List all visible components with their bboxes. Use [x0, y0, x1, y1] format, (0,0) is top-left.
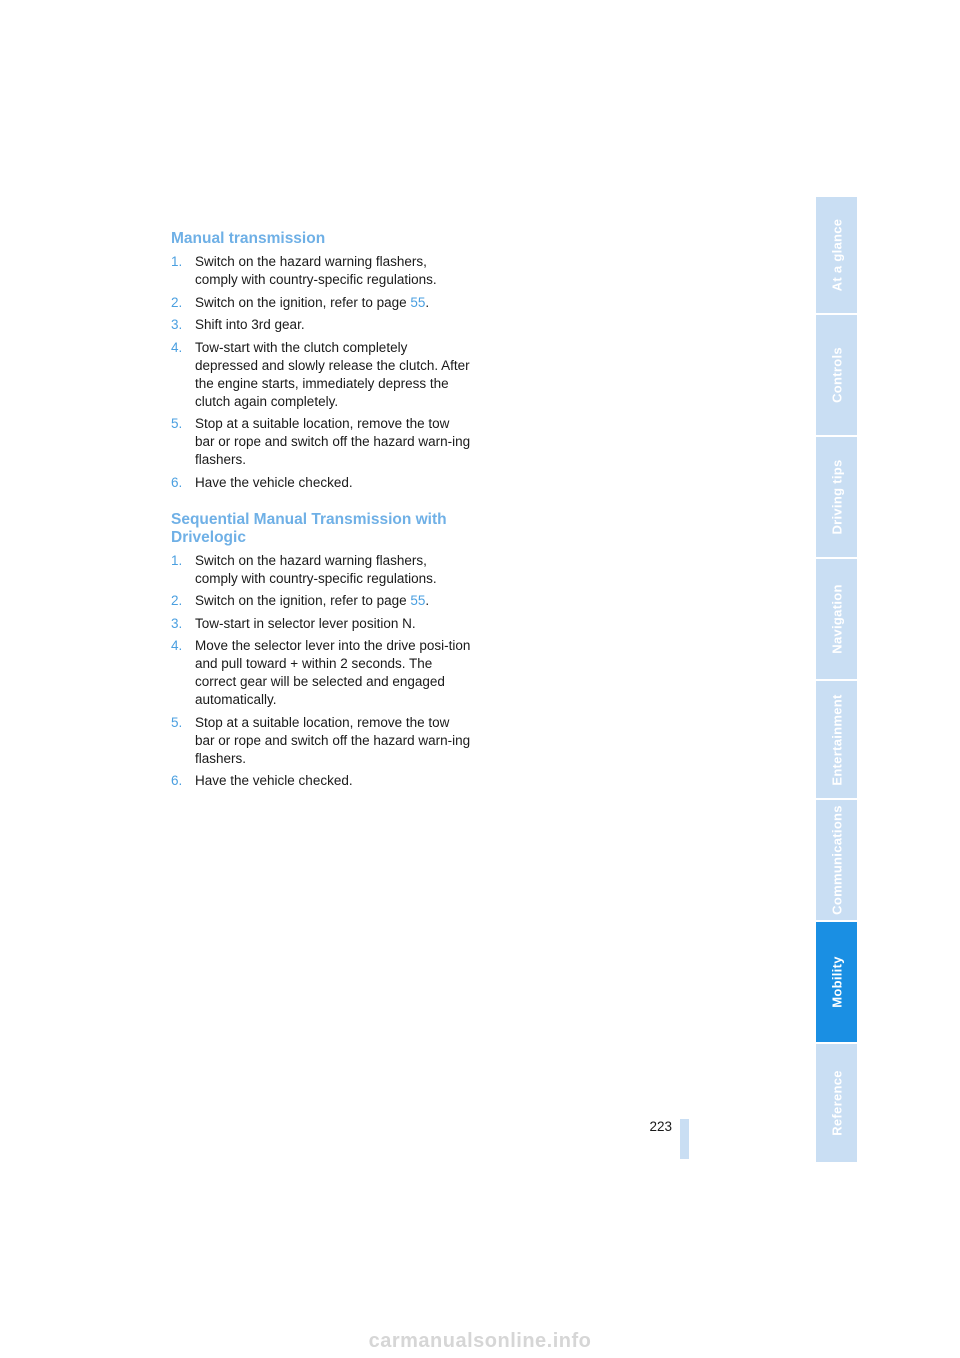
tab-label: Controls [829, 347, 844, 403]
step-text-end: . [425, 294, 430, 310]
step-text: Have the vehicle checked. [195, 773, 353, 788]
step-number: 1. [171, 254, 183, 269]
tab-entertainment[interactable] [816, 681, 857, 800]
step-text: Switch on the hazard warning flashers, comply with country-specific regulations. [195, 254, 437, 287]
tab-mobility[interactable] [816, 922, 857, 1044]
tab-label: Mobility [829, 956, 844, 1008]
step-text-end: . [425, 593, 430, 608]
step-text: Tow-start with the clutch completely depressed and slowly release the clutch. After the engine starts, immediately depress the clutch again completely. [195, 339, 470, 409]
list-item [171, 253, 471, 289]
step-text: Have the vehicle checked. [195, 474, 353, 490]
list-item [171, 615, 471, 633]
step-text: Stop at a suitable location, remove the tow bar or rope and switch off the hazard warn-ing flashers. [195, 416, 471, 467]
step-text: Move the selector lever into the drive posi-tion and pull toward + within 2 seconds. The correct gear will be selected and engaged automatically. [195, 638, 471, 707]
list-item [171, 415, 471, 469]
watermark: carmanualsonline.info [368, 1330, 592, 1352]
step-text: Switch on the hazard warning flashers, comply with country-specific regulations. [195, 552, 437, 586]
list-item [171, 592, 471, 610]
step-number: 3. [171, 615, 183, 631]
list-item [171, 339, 471, 411]
main-content [171, 230, 471, 795]
tab-driving-tips[interactable] [816, 437, 857, 559]
step-number: 6. [171, 773, 183, 788]
tab-controls[interactable] [816, 315, 857, 437]
list-item [171, 637, 471, 709]
tab-label: Communications [829, 805, 844, 915]
step-number: 6. [171, 474, 183, 490]
list-item [171, 474, 471, 492]
page-number-bar [680, 1119, 689, 1159]
chapter-tabs [816, 197, 857, 1164]
list-item [171, 772, 471, 790]
step-text: Switch on the ignition, refer to page [195, 593, 411, 608]
tab-label: Entertainment [829, 693, 844, 786]
step-number: 5. [171, 714, 183, 730]
section-title-smg: Sequential Manual Transmission with Drivelogic [171, 510, 447, 546]
list-item [171, 714, 471, 768]
step-text: Stop at a suitable location, remove the tow bar or rope and switch off the hazard warn-ing flashers. [195, 714, 471, 766]
step-number: 4. [171, 638, 183, 653]
steps-list-smg [171, 552, 471, 791]
step-number: 5. [171, 416, 183, 431]
page-link[interactable]: 55 [410, 593, 426, 608]
section-title-manual: Manual transmission [171, 230, 326, 247]
step-text: Switch on the ignition, refer to page [195, 294, 411, 310]
tab-navigation[interactable] [816, 559, 857, 681]
tab-label: Navigation [829, 584, 844, 654]
page-number: 223 [649, 1119, 672, 1134]
tab-communications[interactable] [816, 800, 857, 922]
page-link[interactable]: 55 [410, 294, 426, 310]
step-text: Tow-start in selector lever position N. [195, 615, 416, 631]
tab-label: At a glance [829, 218, 844, 292]
step-number: 1. [171, 552, 183, 568]
step-number: 2. [171, 593, 183, 608]
tab-label: Reference [829, 1070, 844, 1136]
list-item [171, 316, 471, 334]
step-number: 2. [171, 294, 183, 310]
tab-reference[interactable] [816, 1044, 857, 1164]
step-number: 4. [171, 339, 183, 355]
list-item [171, 294, 471, 312]
list-item [171, 552, 471, 588]
step-text: Shift into 3rd gear. [195, 317, 305, 332]
tab-label: Driving tips [829, 459, 844, 535]
steps-list-manual [171, 253, 471, 492]
tab-at-a-glance[interactable] [816, 197, 857, 315]
step-number: 3. [171, 317, 183, 332]
